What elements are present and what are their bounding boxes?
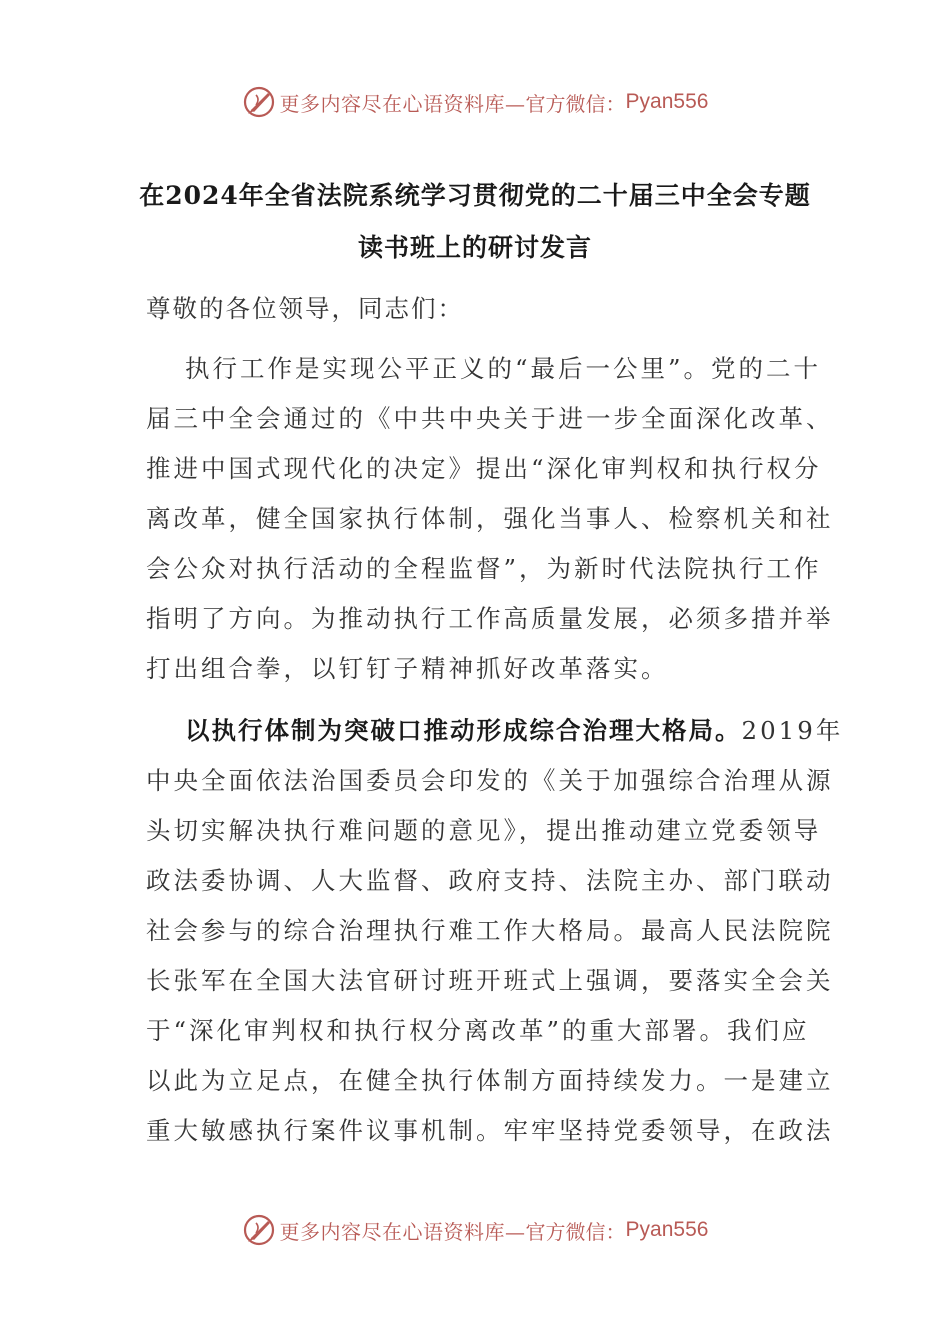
watermark-wechat-label: 官方微信： xyxy=(525,91,626,116)
watermark-wechat-id: Pyan556 xyxy=(625,90,709,113)
paragraph-2-line: 政法委协调、人大监督、政府支持、法院主办、部门联动 xyxy=(146,866,834,895)
watermark-banner-top xyxy=(0,82,950,122)
paragraph-1-line: 届三中全会通过的《中共中央关于进一步全面深化改革、 xyxy=(146,404,834,433)
paragraph-2-first-line xyxy=(185,712,844,747)
watermark-text: 更多内容尽在心语资料库— xyxy=(279,91,526,116)
paragraph-2-line: 重大敏感执行案件议事机制。牢牢坚持党委领导，在政法 xyxy=(146,1116,834,1145)
paragraph-2-heading: 以执行体制为突破口推动形成综合治理大格局。 xyxy=(185,716,742,745)
paragraph-2-first-line-rest: 2019年 xyxy=(741,716,844,745)
watermark-wechat-label: 官方微信： xyxy=(525,1219,626,1244)
paragraph-2-line: 以此为立足点，在健全执行体制方面持续发力。一是建立 xyxy=(146,1066,834,1095)
paragraph-2-line: 社会参与的综合治理执行难工作大格局。最高人民法院院 xyxy=(146,916,834,945)
paragraph-2-line: 长张军在全国大法官研讨班开班式上强调，要落实全会关 xyxy=(146,966,834,995)
paragraph-2-line: 头切实解决执行难问题的意见》，提出推动建立党委领导 xyxy=(146,816,822,845)
quill-logo-icon xyxy=(242,1213,276,1247)
paragraph-1-line: 指明了方向。为推动执行工作高质量发展，必须多措并举 xyxy=(146,604,834,633)
document-title-line-2: 读书班上的研讨发言 xyxy=(357,233,592,262)
paragraph-1-line: 会公众对执行活动的全程监督”，为新时代法院执行工作 xyxy=(146,554,822,583)
paragraph-2-line: 于“深化审判权和执行权分离改革”的重大部署。我们应 xyxy=(146,1016,810,1045)
salutation: 尊敬的各位领导，同志们： xyxy=(146,294,464,323)
paragraph-1-line: 推进中国式现代化的决定》提出“深化审判权和执行权分 xyxy=(146,454,822,483)
paragraph-2-line: 中央全面依法治国委员会印发的《关于加强综合治理从源 xyxy=(146,766,834,795)
paragraph-1-line: 执行工作是实现公平正义的“最后一公里”。党的二十 xyxy=(185,354,822,383)
document-title-line-1: 在2024年全省法院系统学习贯彻党的二十届三中全会专题 xyxy=(139,181,811,210)
watermark-banner-bottom xyxy=(0,1210,950,1250)
watermark-text: 更多内容尽在心语资料库— xyxy=(279,1219,526,1244)
paragraph-1-line: 离改革，健全国家执行体制，强化当事人、检察机关和社 xyxy=(146,504,834,533)
quill-logo-icon xyxy=(242,85,276,119)
paragraph-1-line: 打出组合拳，以钉钉子精神抓好改革落实。 xyxy=(146,654,669,683)
watermark-wechat-id: Pyan556 xyxy=(625,1218,709,1241)
